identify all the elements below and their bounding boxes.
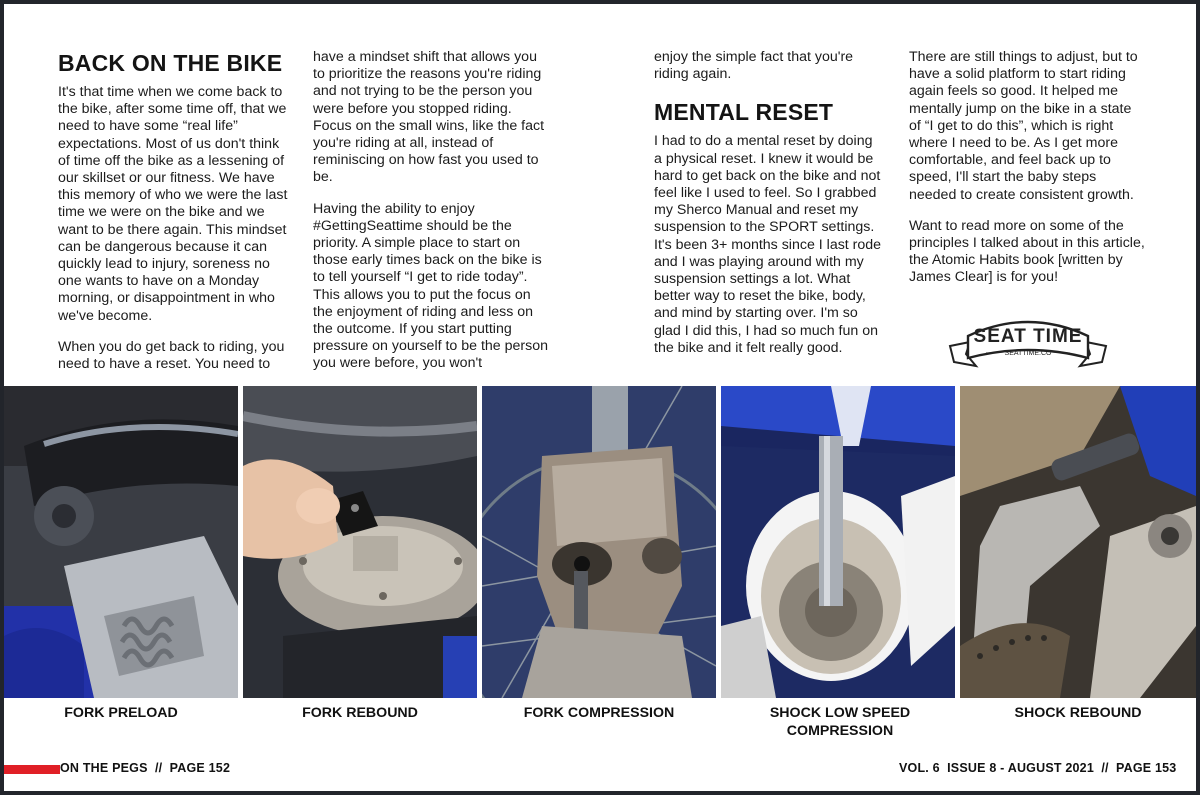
caption-fork-compression: FORK COMPRESSION xyxy=(523,705,675,721)
photo-fork-rebound xyxy=(243,386,477,698)
paragraph: It's that time when we come back to the bike, after some time off, that we need to have some “real life” expectations. Most of us don't think of time off the bike as a lessening of our skillset or our fitness. We have this memory of who we were the last time we were on the bike and we want to be there again. This mindset can be dangerous because it can quickly lead to injury, soreness no one wants to have on a Monday morning, or disappointment in who we've become. xyxy=(58,84,288,324)
photo-shock-low-speed-compression xyxy=(721,386,955,698)
column-1 xyxy=(58,50,290,387)
paragraph: There are still things to adjust, but to have a solid platform to start riding again feels so good. It helped me mentally jump on the bike in a state of “I get to do this”, which is right where I need to be. As I get more comfortable, and feel back up to speed, I'll start the baby steps needed to create consistent growth. xyxy=(909,49,1138,203)
caption-fork-preload: FORK PRELOAD xyxy=(64,705,178,721)
paragraph: have a mindset shift that allows you to prioritize the reasons you're riding and not trying to be the person you were before you stopped riding. Focus on the small wins, like the fact you're riding at all, instead of reminiscing on how fast you used to be. xyxy=(313,49,545,186)
paragraph: enjoy the simple fact that you're riding again. xyxy=(654,49,854,83)
heading-back-on-the-bike: BACK ON THE BIKE xyxy=(58,50,283,76)
column-3 xyxy=(654,49,884,371)
paragraph: Having the ability to enjoy #GettingSeattime should be the priority. A simple place to start on those early times back on the bike is to tell yourself “I get to ride today”. This allows you to put the focus on the enjoyment of riding and less on the outcome. If you start putting pressure on yourself to be the person you were before, you won't xyxy=(313,200,549,372)
accent-bar xyxy=(4,765,60,774)
paragraph: When you do get back to riding, you need to have a reset. You need to xyxy=(58,338,285,373)
logo-url: SEATTIME.CO xyxy=(1004,350,1052,357)
logo-title: SEAT TIME xyxy=(973,326,1083,347)
caption-fork-rebound: FORK REBOUND xyxy=(302,705,418,721)
column-2 xyxy=(313,49,551,387)
caption-shock-rebound: SHOCK REBOUND xyxy=(1014,705,1142,721)
footer-right: VOL. 6 ISSUE 8 - AUGUST 2021 // PAGE 153 xyxy=(899,761,1177,775)
magazine-spread xyxy=(4,4,1196,791)
photo-fork-compression xyxy=(482,386,716,698)
photo-fork-preload xyxy=(4,386,238,698)
heading-mental-reset: MENTAL RESET xyxy=(654,99,834,126)
paragraph: I had to do a mental reset by doing a physical reset. I knew it would be hard to get back on the bike and not feel like I used to feel. So I grabbed my Sherco Manual and reset my suspension to the SPORT settings. It's been 3+ months since I last rode and I was playing around with my suspension settings a lot. What better way to reset the bike, body, and mind by starting over. I'm so glad I did this, I had so much fun on the bike and it felt really good. xyxy=(654,133,882,356)
caption-shock-low-speed-compression: SHOCK LOW SPEED COMPRESSION xyxy=(769,705,911,739)
photo-strip xyxy=(4,386,1196,698)
column-4 xyxy=(909,49,1147,301)
paragraph: Want to read more on some of the principles I talked about in this article, the Atomic Habits book [written by James Clear] is for you! xyxy=(909,217,1145,286)
footer-left: ON THE PEGS // PAGE 152 xyxy=(60,761,231,775)
seat-time-logo xyxy=(948,312,1108,374)
photo-shock-rebound xyxy=(960,386,1196,698)
